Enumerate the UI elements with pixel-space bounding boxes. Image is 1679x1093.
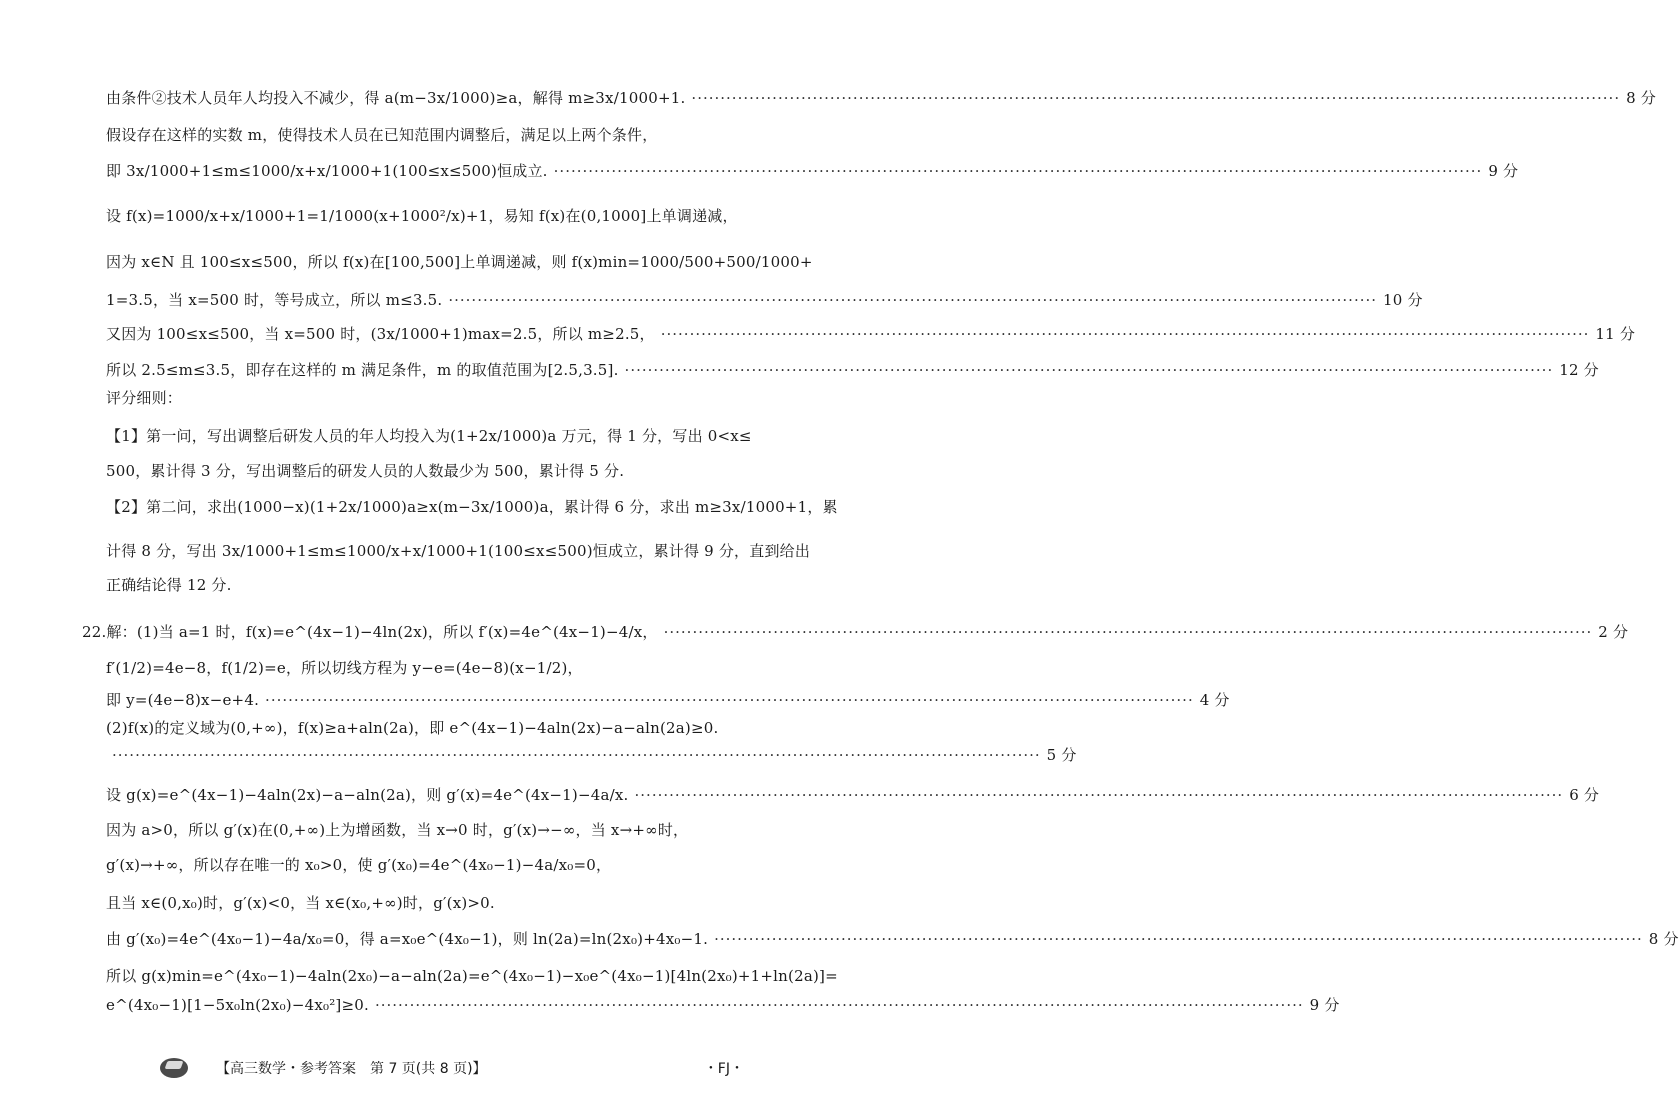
answer-line: (2)f(x)的定义域为(0,+∞)，f(x)≥a+aln(2a)，即 e^(4x−1)−4aln(2x)−a−aln(2a)≥0.: [106, 719, 719, 737]
answer-line: 计得 8 分，写出 3x/1000+1≤m≤1000/x+x/1000+1(100≤x≤500)恒成立，累计得 9 分，直到给出: [106, 542, 811, 560]
answer-line: 正确结论得 12 分.: [106, 576, 232, 594]
answer-line: 22.解：(1)当 a=1 时，f(x)=e^(4x−1)−4ln(2x)，所以 f′(x)=4e^(4x−1)−4/x， ····· 2 分: [82, 622, 744, 642]
answer-line: 且当 x∈(0,x₀)时，g′(x)<0，当 x∈(x₀,+∞)时，g′(x)>0.: [106, 894, 495, 912]
answer-line: 由条件②技术人员年人均投入不减少，得 a(m−3x/1000)≥a，解得 m≥3x/1000+1. ····· 8 分: [106, 88, 744, 108]
answer-line: 又因为 100≤x≤500，当 x=500 时，(3x/1000+1)max=2.5，所以 m≥2.5， ····· 11 分: [106, 324, 744, 344]
answer-line: ····· 5 分: [106, 745, 744, 765]
answer-line: g′(x)→+∞，所以存在唯一的 x₀>0，使 g′(x₀)=4e^(4x₀−1)−4a/x₀=0，: [106, 856, 612, 874]
answer-line: 所以 2.5≤m≤3.5，即存在这样的 m 满足条件，m 的取值范围为[2.5,3.5]. ····· 12 分: [106, 360, 744, 380]
answer-line: 设 g(x)=e^(4x−1)−4aln(2x)−a−aln(2a)，则 g′(x)=4e^(4x−1)−4a/x. ····· 6 分: [106, 785, 744, 805]
answer-line: 因为 a>0，所以 g′(x)在(0,+∞)上为增函数，当 x→0 时，g′(x)→−∞，当 x→+∞时，: [106, 821, 689, 839]
section-label: 评分细则：: [106, 389, 183, 407]
answer-line: 因为 x∈N 且 100≤x≤500，所以 f(x)在[100,500]上单调递减，则 f(x)min=1000/500+500/1000+: [106, 253, 813, 271]
answer-line: e^(4x₀−1)[1−5x₀ln(2x₀)−4x₀²]≥0. ····· 9 分: [106, 995, 744, 1015]
footer-title: 【高三数学・参考答案 第 7 页(共 8 页)】: [216, 1061, 487, 1077]
graduation-cap-icon: [160, 1058, 188, 1078]
answer-line: 【1】第一问，写出调整后研发人员的年人均投入为(1+2x/1000)a 万元，得 1 分，写出 0<x≤: [106, 427, 752, 445]
answer-line: 由 g′(x₀)=4e^(4x₀−1)−4a/x₀=0，得 a=x₀e^(4x₀−1)，则 ln(2a)=ln(2x₀)+4x₀−1. ····· 8 分: [106, 929, 744, 949]
answer-line: 假设存在这样的实数 m，使得技术人员在已知范围内调整后，满足以上两个条件，: [106, 126, 658, 144]
answer-line: 设 f(x)=1000/x+x/1000+1=1/1000(x+1000²/x)+1，易知 f(x)在(0,1000]上单调递减，: [106, 207, 738, 225]
answer-line: 即 y=(4e−8)x−e+4. ····· 4 分: [106, 690, 744, 710]
footer-region: ・FJ・: [703, 1061, 744, 1077]
answer-line: 所以 g(x)min=e^(4x₀−1)−4aln(2x₀)−a−aln(2a)=e^(4x₀−1)−x₀e^(4x₀−1)[4ln(2x₀)+1+ln(2a)]=: [106, 967, 838, 985]
page-footer: [160, 1054, 744, 1082]
answer-line: f′(1/2)=4e−8，f(1/2)=e，所以切线方程为 y−e=(4e−8)(x−1/2)，: [106, 659, 583, 677]
answer-line: 即 3x/1000+1≤m≤1000/x+x/1000+1(100≤x≤500)恒成立. ····· 9 分: [106, 161, 744, 181]
answer-line: 【2】第二问，求出(1000−x)(1+2x/1000)a≥x(m−3x/1000)a，累计得 6 分，求出 m≥3x/1000+1，累: [106, 498, 838, 516]
answer-line: 500，累计得 3 分，写出调整后的研发人员的人数最少为 500，累计得 5 分.: [106, 462, 625, 480]
answer-line: 1=3.5，当 x=500 时，等号成立，所以 m≤3.5. ····· 10 分: [106, 290, 744, 310]
